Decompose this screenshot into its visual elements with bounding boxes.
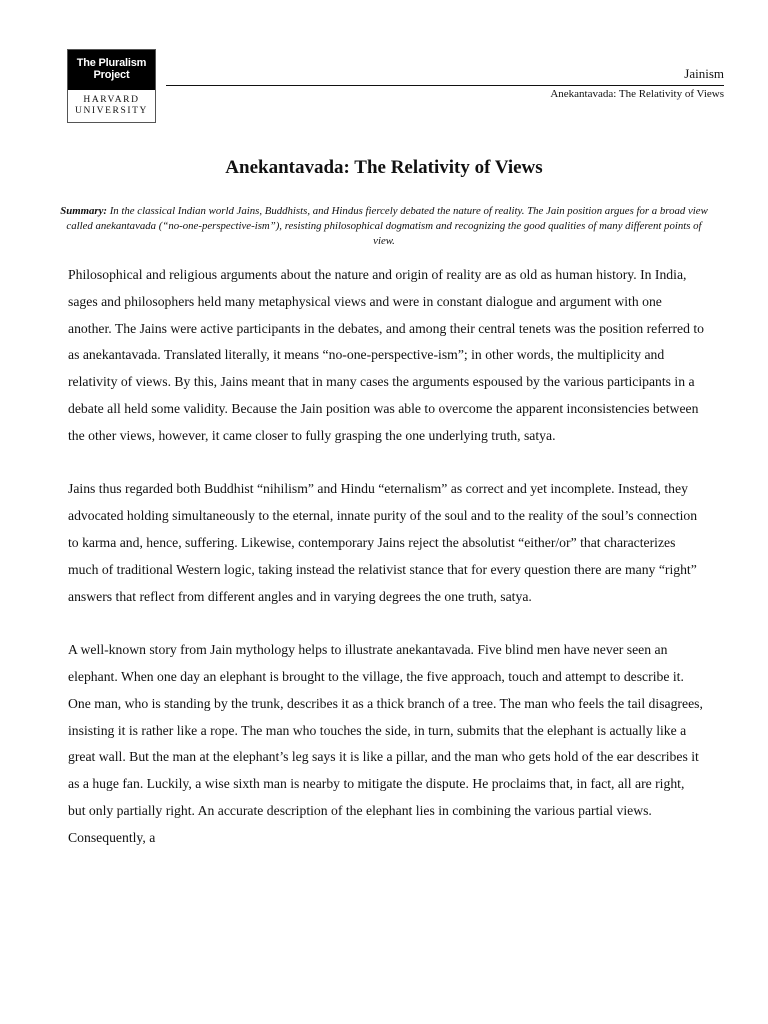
- body-paragraph-3: A well-known story from Jain mythology helps to illustrate anekantavada. Five blind men have never seen an elephant. When one day an elephant is brought to the village, the five approach, touch and attempt to describe it. One man, who is standing by the trunk, describes it as a thick branch of a tree. The man who feels the tail disagrees, insisting it is rather like a rope. The man who touches the side, in turn, submits that the elephant is actually like a great wall. But the man at the elephant’s leg says it is like a pillar, and the man who gets hold of the ear describes it as a huge fan. Luckily, a wise sixth man is nearby to mitigate the dispute. He proclaims that, in fact, all are right, but only partially right. An accurate description of the elephant lies in combining the various partial views. Consequently, a: [68, 642, 703, 845]
- summary-text: In the classical Indian world Jains, Buddhists, and Hindus fiercely debated the nature of reality. The Jain position argues for a broad view called anekantavada (“no-one-perspective-ism”), resisting philosophical dogmatism and recognizing the good qualities of many different points of view.: [66, 205, 708, 247]
- logo-line-2: Project: [93, 69, 130, 81]
- header-divider: [166, 85, 724, 86]
- document-body: [68, 262, 704, 878]
- summary: [60, 204, 708, 249]
- logo-banner: [68, 50, 155, 90]
- body-paragraph-2: Jains thus regarded both Buddhist “nihilism” and Hindu “eternalism” as correct and yet incomplete. Instead, they advocated holding simultaneously to the eternal, innate purity of the soul and to the reality of the soul’s connection to karma and, hence, suffering. Likewise, contemporary Jains reject the absolutist “either/or” that characterizes much of traditional Western logic, taking instead the relativist stance that for every question there are many “right” answers that reflect from different angles and in varying degrees the one truth, satya.: [68, 481, 698, 604]
- body-paragraph-1: Philosophical and religious arguments about the nature and origin of reality are as old as human history. In India, sages and philosophers held many metaphysical views and were in constant dialogue and argument with one another. The Jains were active participants in the debates, and among their central tenets was the position referred to as anekantavada. Translated literally, it means “no-one-perspective-ism”; in other words, the multiplicity and relativity of views. By this, Jains meant that in many cases the arguments espoused by the various participants in a debate all held some validity. Because the Jain position was able to overcome the apparent inconsistencies between the other views, however, it came closer to fully grasping the one underlying truth, satya.: [68, 267, 704, 443]
- logo-line-3: HARVARD: [83, 95, 140, 105]
- header-subject: Jainism: [684, 66, 724, 81]
- summary-lead: Summary:: [60, 205, 107, 217]
- logo-university: [68, 90, 155, 117]
- logo-line-4: UNIVERSITY: [75, 106, 148, 116]
- header-running-title: Anekantavada: The Relativity of Views: [550, 88, 724, 100]
- pluralism-project-logo: [67, 49, 156, 123]
- logo-line-1: The Pluralism: [76, 57, 147, 69]
- document-title: Anekantavada: The Relativity of Views: [225, 157, 543, 178]
